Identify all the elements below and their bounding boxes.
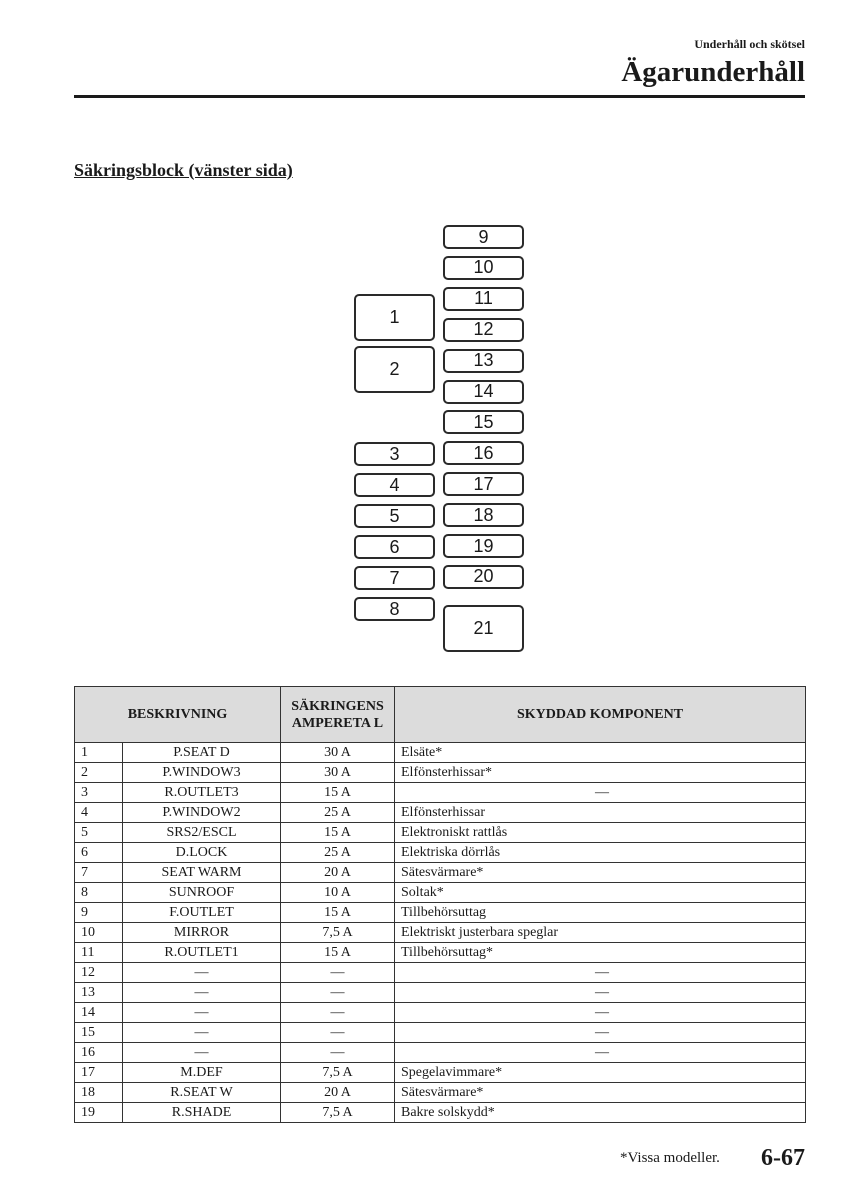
fuse-number: 4: [75, 803, 123, 823]
fuse-amperage: 15 A: [281, 823, 395, 843]
protected-component: Soltak*: [395, 883, 806, 903]
fuse-number: 17: [75, 1063, 123, 1083]
fuse-code: P.SEAT D: [123, 743, 281, 763]
fuse-amperage: 7,5 A: [281, 923, 395, 943]
fuse-number: 14: [75, 1003, 123, 1023]
table-row: [75, 963, 806, 983]
table-row: [75, 983, 806, 1003]
fuse-number: 7: [75, 863, 123, 883]
fuse-code: R.OUTLET1: [123, 943, 281, 963]
table-row: [75, 943, 806, 963]
section-title: Säkringsblock (vänster sida): [74, 160, 293, 180]
fuse-code: —: [123, 963, 281, 983]
table-row: [75, 783, 806, 803]
fuse-amperage: 10 A: [281, 883, 395, 903]
fuse-code: P.WINDOW2: [123, 803, 281, 823]
table-row: [75, 863, 806, 883]
fuse-number: 2: [75, 763, 123, 783]
protected-component: —: [395, 1023, 806, 1043]
fuse-number: 6: [75, 843, 123, 863]
fuse-code: MIRROR: [123, 923, 281, 943]
protected-component: —: [395, 1003, 806, 1023]
page-title: Ägarunderhåll: [621, 56, 805, 88]
fuse-table: [74, 686, 806, 1123]
fuse-17: 17: [443, 472, 524, 496]
fuse-number: 11: [75, 943, 123, 963]
fuse-number: 8: [75, 883, 123, 903]
fuse-18: 18: [443, 503, 524, 527]
table-row: [75, 763, 806, 783]
fuse-number: 13: [75, 983, 123, 1003]
fuse-code: M.DEF: [123, 1063, 281, 1083]
table-row: [75, 1043, 806, 1063]
fuse-number: 19: [75, 1103, 123, 1123]
fuse-number: 15: [75, 1023, 123, 1043]
fuse-number: 9: [75, 903, 123, 923]
fuse-number: 12: [75, 963, 123, 983]
fuse-7: 7: [354, 566, 435, 590]
protected-component: Elektroniskt rattlås: [395, 823, 806, 843]
protected-component: Sätesvärmare*: [395, 1083, 806, 1103]
fuse-1: 1: [354, 294, 435, 341]
fuse-amperage: 20 A: [281, 1083, 395, 1103]
protected-component: Elektriskt justerbara speglar: [395, 923, 806, 943]
fuse-amperage: —: [281, 1003, 395, 1023]
protected-component: Elektriska dörrlås: [395, 843, 806, 863]
fuse-code: F.OUTLET: [123, 903, 281, 923]
table-row: [75, 823, 806, 843]
fuse-6: 6: [354, 535, 435, 559]
protected-component: Elfönsterhissar*: [395, 763, 806, 783]
fuse-code: R.SEAT W: [123, 1083, 281, 1103]
fuse-12: 12: [443, 318, 524, 342]
fuse-amperage: 15 A: [281, 783, 395, 803]
fuse-16: 16: [443, 441, 524, 465]
protected-component: —: [395, 983, 806, 1003]
table-row: [75, 803, 806, 823]
header-amperage: SÄKRINGENS AMPERETA L: [281, 687, 395, 743]
fuse-amperage: —: [281, 963, 395, 983]
fuse-amperage: —: [281, 1023, 395, 1043]
header-component: SKYDDAD KOMPONENT: [395, 687, 806, 743]
page-number: 6-67: [761, 1145, 805, 1171]
table-row: [75, 1003, 806, 1023]
fuse-10: 10: [443, 256, 524, 280]
table-row: [75, 743, 806, 763]
fuse-number: 5: [75, 823, 123, 843]
fuse-15: 15: [443, 410, 524, 434]
fuse-number: 16: [75, 1043, 123, 1063]
protected-component: —: [395, 963, 806, 983]
protected-component: —: [395, 783, 806, 803]
fuse-amperage: 15 A: [281, 903, 395, 923]
fuse-amperage: 15 A: [281, 943, 395, 963]
fuse-amperage: 30 A: [281, 763, 395, 783]
fuse-4: 4: [354, 473, 435, 497]
fuse-code: —: [123, 1023, 281, 1043]
fuse-code: R.OUTLET3: [123, 783, 281, 803]
table-row: [75, 1023, 806, 1043]
table-row: [75, 1083, 806, 1103]
fuse-number: 18: [75, 1083, 123, 1103]
fuse-number: 10: [75, 923, 123, 943]
protected-component: —: [395, 1043, 806, 1063]
fuse-21: 21: [443, 605, 524, 652]
table-row: [75, 903, 806, 923]
fuse-code: SUNROOF: [123, 883, 281, 903]
fuse-2: 2: [354, 346, 435, 393]
fuse-code: SEAT WARM: [123, 863, 281, 883]
header-rule: [74, 95, 805, 98]
fuse-9: 9: [443, 225, 524, 249]
fuse-amperage: 25 A: [281, 843, 395, 863]
fuse-code: —: [123, 1043, 281, 1063]
fuse-number: 1: [75, 743, 123, 763]
fuse-amperage: 7,5 A: [281, 1103, 395, 1123]
table-row: [75, 883, 806, 903]
fuse-11: 11: [443, 287, 524, 311]
protected-component: Elfönsterhissar: [395, 803, 806, 823]
fuse-code: SRS2/ESCL: [123, 823, 281, 843]
protected-component: Sätesvärmare*: [395, 863, 806, 883]
protected-component: Elsäte*: [395, 743, 806, 763]
table-row: [75, 923, 806, 943]
fuse-amperage: —: [281, 1043, 395, 1063]
fuse-3: 3: [354, 442, 435, 466]
footnote: *Vissa modeller.: [620, 1150, 720, 1166]
protected-component: Tillbehörsuttag*: [395, 943, 806, 963]
table-row: [75, 843, 806, 863]
fuse-code: —: [123, 983, 281, 1003]
protected-component: Tillbehörsuttag: [395, 903, 806, 923]
fuse-amperage: —: [281, 983, 395, 1003]
protected-component: Bakre solskydd*: [395, 1103, 806, 1123]
fuse-amperage: 25 A: [281, 803, 395, 823]
fuse-19: 19: [443, 534, 524, 558]
fuse-code: D.LOCK: [123, 843, 281, 863]
header-description: BESKRIVNING: [75, 687, 281, 743]
fuse-number: 3: [75, 783, 123, 803]
protected-component: Spegelavimmare*: [395, 1063, 806, 1083]
fuse-amperage: 7,5 A: [281, 1063, 395, 1083]
fuse-8: 8: [354, 597, 435, 621]
header-subtitle: Underhåll och skötsel: [694, 37, 805, 51]
fuse-code: R.SHADE: [123, 1103, 281, 1123]
fuse-13: 13: [443, 349, 524, 373]
fuse-amperage: 30 A: [281, 743, 395, 763]
table-row: [75, 1063, 806, 1083]
fuse-code: —: [123, 1003, 281, 1023]
fuse-5: 5: [354, 504, 435, 528]
fuse-14: 14: [443, 380, 524, 404]
fuse-20: 20: [443, 565, 524, 589]
table-row: [75, 1103, 806, 1123]
fuse-amperage: 20 A: [281, 863, 395, 883]
fuse-code: P.WINDOW3: [123, 763, 281, 783]
